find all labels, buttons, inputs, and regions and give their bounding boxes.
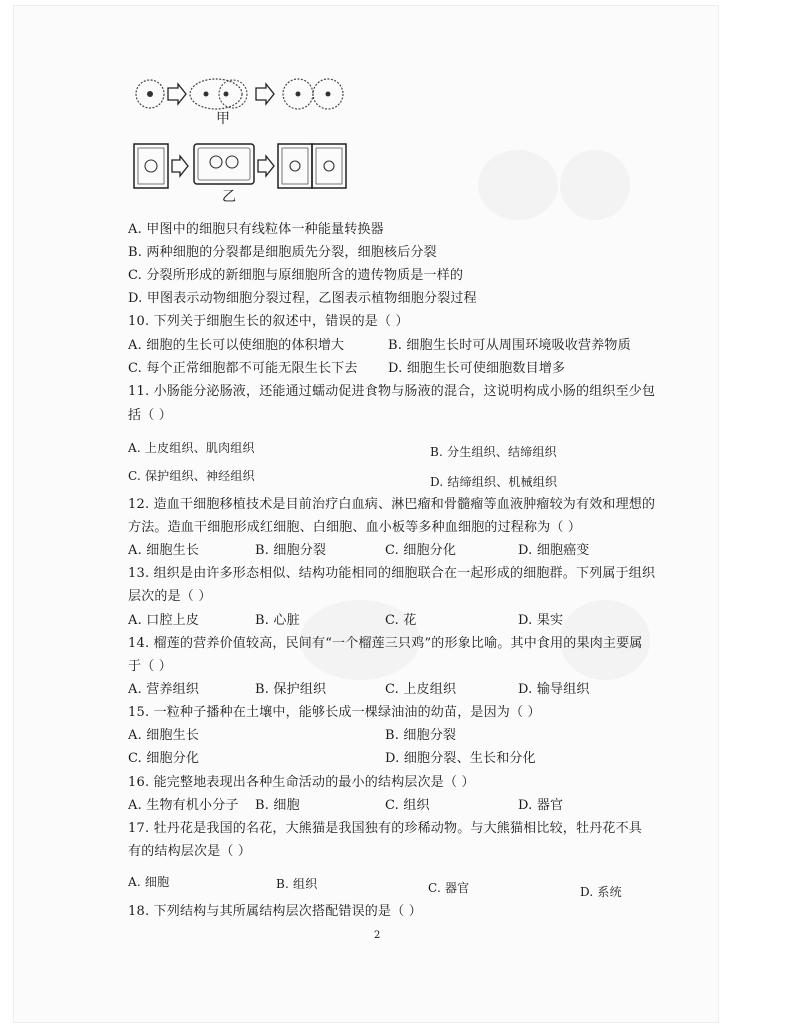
q17-option-d: D. 系统 (580, 885, 622, 899)
q16-option-c: C. 组织 (385, 798, 430, 813)
q13-stem-line2: 层次的是（ ） (128, 589, 212, 604)
q10-stem: 10. 下列关于细胞生长的叙述中，错误的是（ ） (128, 314, 409, 329)
q13-stem-line1: 13. 组织是由许多形态相似、结构功能相同的细胞联合在一起形成的细胞群。下列属于组织 (128, 566, 656, 581)
q13-option-c: C. 花 (385, 613, 417, 628)
q11-option-b: B. 分生组织、结缔组织 (430, 445, 557, 459)
q15-option-b: B. 细胞分裂 (385, 728, 457, 743)
cell-division-diagram-plant (132, 140, 352, 192)
q14-option-d: D. 输导组织 (518, 682, 590, 697)
q11-option-a: A. 上皮组织、肌肉组织 (128, 441, 255, 455)
q9-option-b: B. 两种细胞的分裂都是细胞质先分裂，细胞核后分裂 (128, 245, 437, 260)
cell-division-diagram-animal (128, 74, 378, 114)
q10-option-a: A. 细胞的生长可以使细胞的体积增大 (128, 338, 345, 353)
q12-option-b: B. 细胞分裂 (255, 543, 327, 558)
diagram-label-yi: 乙 (222, 189, 236, 205)
q14-stem-line2: 于（ ） (128, 659, 172, 674)
q17-option-c: C. 器官 (428, 881, 470, 895)
q13-option-a: A. 口腔上皮 (128, 613, 200, 628)
q9-option-a: A. 甲图中的细胞只有线粒体一种能量转换器 (128, 222, 384, 237)
q14-option-a: A. 营养组织 (128, 682, 200, 697)
q12-option-d: D. 细胞癌变 (518, 543, 590, 558)
diagram-label-jia: 甲 (216, 111, 230, 127)
q18-stem: 18. 下列结构与其所属结构层次搭配错误的是（ ） (128, 904, 422, 919)
q13-option-d: D. 果实 (518, 613, 564, 628)
q10-option-c: C. 每个正常细胞都不可能无限生长下去 (128, 361, 358, 376)
q11-option-d: D. 结缔组织、机械组织 (430, 475, 558, 489)
q15-option-a: A. 细胞生长 (128, 728, 200, 743)
q12-stem-line2: 方法。造血干细胞形成红细胞、白细胞、血小板等多种血细胞的过程称为（ ） (128, 520, 582, 535)
q15-stem: 15. 一粒种子播种在土壤中，能够长成一棵绿油油的幼苗，是因为（ ） (128, 705, 541, 720)
q16-option-a: A. 生物有机小分子 (128, 798, 239, 813)
q15-option-c: C. 细胞分化 (128, 751, 200, 766)
q17-stem-line2: 有的结构层次是（ ） (128, 844, 252, 859)
q10-option-b: B. 细胞生长时可从周围环境吸收营养物质 (388, 338, 631, 353)
q12-stem-line1: 12. 造血干细胞移植技术是目前治疗白血病、淋巴瘤和骨髓瘤等血液肿瘤较为有效和理想的 (128, 497, 656, 512)
q11-stem-line2: 括（ ） (128, 408, 172, 423)
q11-option-c: C. 保护组织、神经组织 (128, 469, 255, 483)
q15-option-d: D. 细胞分裂、生长和分化 (385, 751, 536, 766)
q16-option-d: D. 器官 (518, 798, 564, 813)
q17-stem-line1: 17. 牡丹花是我国的名花，大熊猫是我国独有的珍稀动物。与大熊猫相比较，牡丹花不具 (128, 821, 643, 836)
q17-option-b: B. 组织 (276, 877, 318, 891)
q11-stem-line1: 11. 小肠能分泌肠液，还能通过蠕动促进食物与肠液的混合，这说明构成小肠的组织至少包 (128, 384, 656, 399)
q12-option-a: A. 细胞生长 (128, 543, 200, 558)
q14-option-c: C. 上皮组织 (385, 682, 457, 697)
q12-option-c: C. 细胞分化 (385, 543, 457, 558)
q14-option-b: B. 保护组织 (255, 682, 327, 697)
show-through-smudge (478, 150, 558, 220)
q9-option-c: C. 分裂所形成的新细胞与原细胞所含的遗传物质是一样的 (128, 268, 464, 283)
q9-option-d: D. 甲图表示动物细胞分裂过程，乙图表示植物细胞分裂过程 (128, 291, 477, 306)
q16-stem: 16. 能完整地表现出各种生命活动的最小的结构层次是（ ） (128, 775, 475, 790)
show-through-smudge (560, 150, 630, 220)
q16-option-b: B. 细胞 (255, 798, 300, 813)
q10-option-d: D. 细胞生长可使细胞数目增多 (388, 361, 566, 376)
page-number: 2 (374, 930, 381, 941)
q17-option-a: A. 细胞 (128, 875, 170, 889)
q14-stem-line1: 14. 榴莲的营养价值较高，民间有“一个榴莲三只鸡”的形象比喻。其中食用的果肉主要属 (128, 636, 643, 651)
q13-option-b: B. 心脏 (255, 613, 300, 628)
